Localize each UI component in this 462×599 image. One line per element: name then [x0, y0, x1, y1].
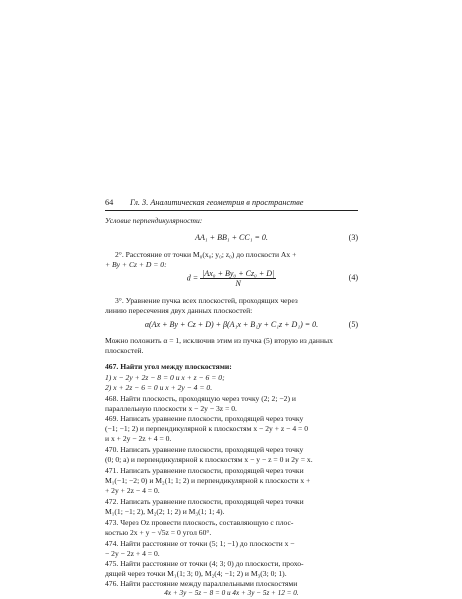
problem-467-case1: 1) x − 2y + 2z − 8 = 0 и x + z − 6 = 0; [105, 373, 225, 382]
chapter-title: Гл. 3. Аналитическая геометрия в пространстве [130, 198, 304, 207]
distance-fraction [200, 269, 276, 288]
equation-number: (3) [348, 233, 358, 242]
problem-474-line2: − 2y − 2z + 4 = 0. [105, 549, 160, 558]
problem-467-title: 467. Найти угол между плоскостями: [105, 362, 232, 371]
pencil-note-line1: Можно положить α = 1, исключив этим из пучка (5) вторую из данных [105, 336, 333, 345]
distance-denominator: N [235, 279, 241, 288]
equation-number: (5) [348, 320, 358, 329]
problem-469-line2: (−1; −1; 2) и перпендикулярной к плоскостям x − 2y + z − 4 = 0 [105, 424, 309, 433]
problem-473-line1: 473. Через Oz провести плоскость, составляющую с плос- [105, 518, 294, 527]
perpendicularity-label: Условие перпендикулярности: [105, 216, 203, 225]
distance-lhs: d = [186, 273, 199, 283]
problem-470-line2: (0; 0; a) и перпендикулярной к плоскостям x − y − z = 0 и 2y = x. [105, 455, 313, 464]
problem-471-line1: 471. Написать уравнение плоскости, проходящей через точки [105, 466, 304, 475]
perpendicularity-equation [105, 233, 358, 242]
problem-476-line1: 476. Найти расстояние между параллельными плоскостями [105, 579, 298, 588]
problem-472-line2: M₁(1; −1; 2), M₂(2; 1; 2) и M₃(1; 1; 4). [105, 507, 225, 516]
pencil-intro-line1: 3°. Уравнение пучка всех плоскостей, проходящих через [115, 296, 298, 305]
problem-472-line1: 472. Написать уравнение плоскости, проходящей через точки [105, 497, 304, 506]
equation-number: (4) [348, 273, 358, 282]
problem-468-line2: параллельную плоскости x − 2y − 3z = 0. [105, 404, 237, 413]
problem-470-line1: 470. Написать уравнение плоскости, проходящей через точку [105, 445, 304, 454]
equation-body: α(Ax + By + Cz + D) + β(A₁x + B₁y + C₁z + D₁) = 0. [144, 320, 319, 329]
distance-numerator: |Ax₀ + By₀ + Cz₀ + D| [202, 269, 275, 278]
problem-475-line1: 475. Найти расстояние от точки (4; 3; 0) до плоскости, прохо- [105, 559, 304, 568]
problem-471-line3: + 2y + 2z − 4 = 0. [105, 486, 160, 495]
pencil-intro-line2: линию пересечения двух данных плоскостей: [105, 306, 253, 315]
problem-467-case2: 2) x + 2z − 6 = 0 и x + 2y − 4 = 0. [105, 383, 213, 392]
page-header [105, 198, 358, 211]
problem-468-line1: 468. Найти плоскость, проходящую через точку (2; 2; −2) и [105, 394, 296, 403]
problem-473-line2: костью 2x + y − √5z = 0 угол 60°. [105, 528, 212, 537]
pencil-note-line2: плоскостей. [105, 346, 144, 355]
problem-475-line2: дящей через точки M₁(1; 3; 0), M₂(4; −1; 2) и M₃(3; 0; 1). [105, 569, 287, 578]
distance-formula [105, 267, 358, 291]
problem-469-line3: и x + 2y − 2z + 4 = 0. [105, 434, 172, 443]
problem-471-line2: M₁(−1; −2; 0) и M₂(1; 1; 2) и перпендикулярной к плоскости x + [105, 476, 311, 485]
distance-intro-line1: 2°. Расстояние от точки M₀(x₀; y₀; z₀) до плоскости Ax + [115, 250, 297, 259]
problem-476-equation: 4x + 3y − 5z − 8 = 0 и 4x + 3y − 5z + 12 = 0. [164, 589, 299, 597]
problem-469-line1: 469. Написать уравнение плоскости, проходящей через точку [105, 414, 304, 423]
problem-474-line1: 474. Найти расстояние от точки (5; 1; −1) до плоскости x − [105, 539, 295, 548]
equation-body: AA₁ + BB₁ + CC₁ = 0. [195, 233, 268, 242]
distance-intro-line2: + By + Cz + D = 0: [105, 260, 167, 269]
pencil-equation [105, 320, 358, 329]
page-number: 64 [105, 198, 114, 207]
